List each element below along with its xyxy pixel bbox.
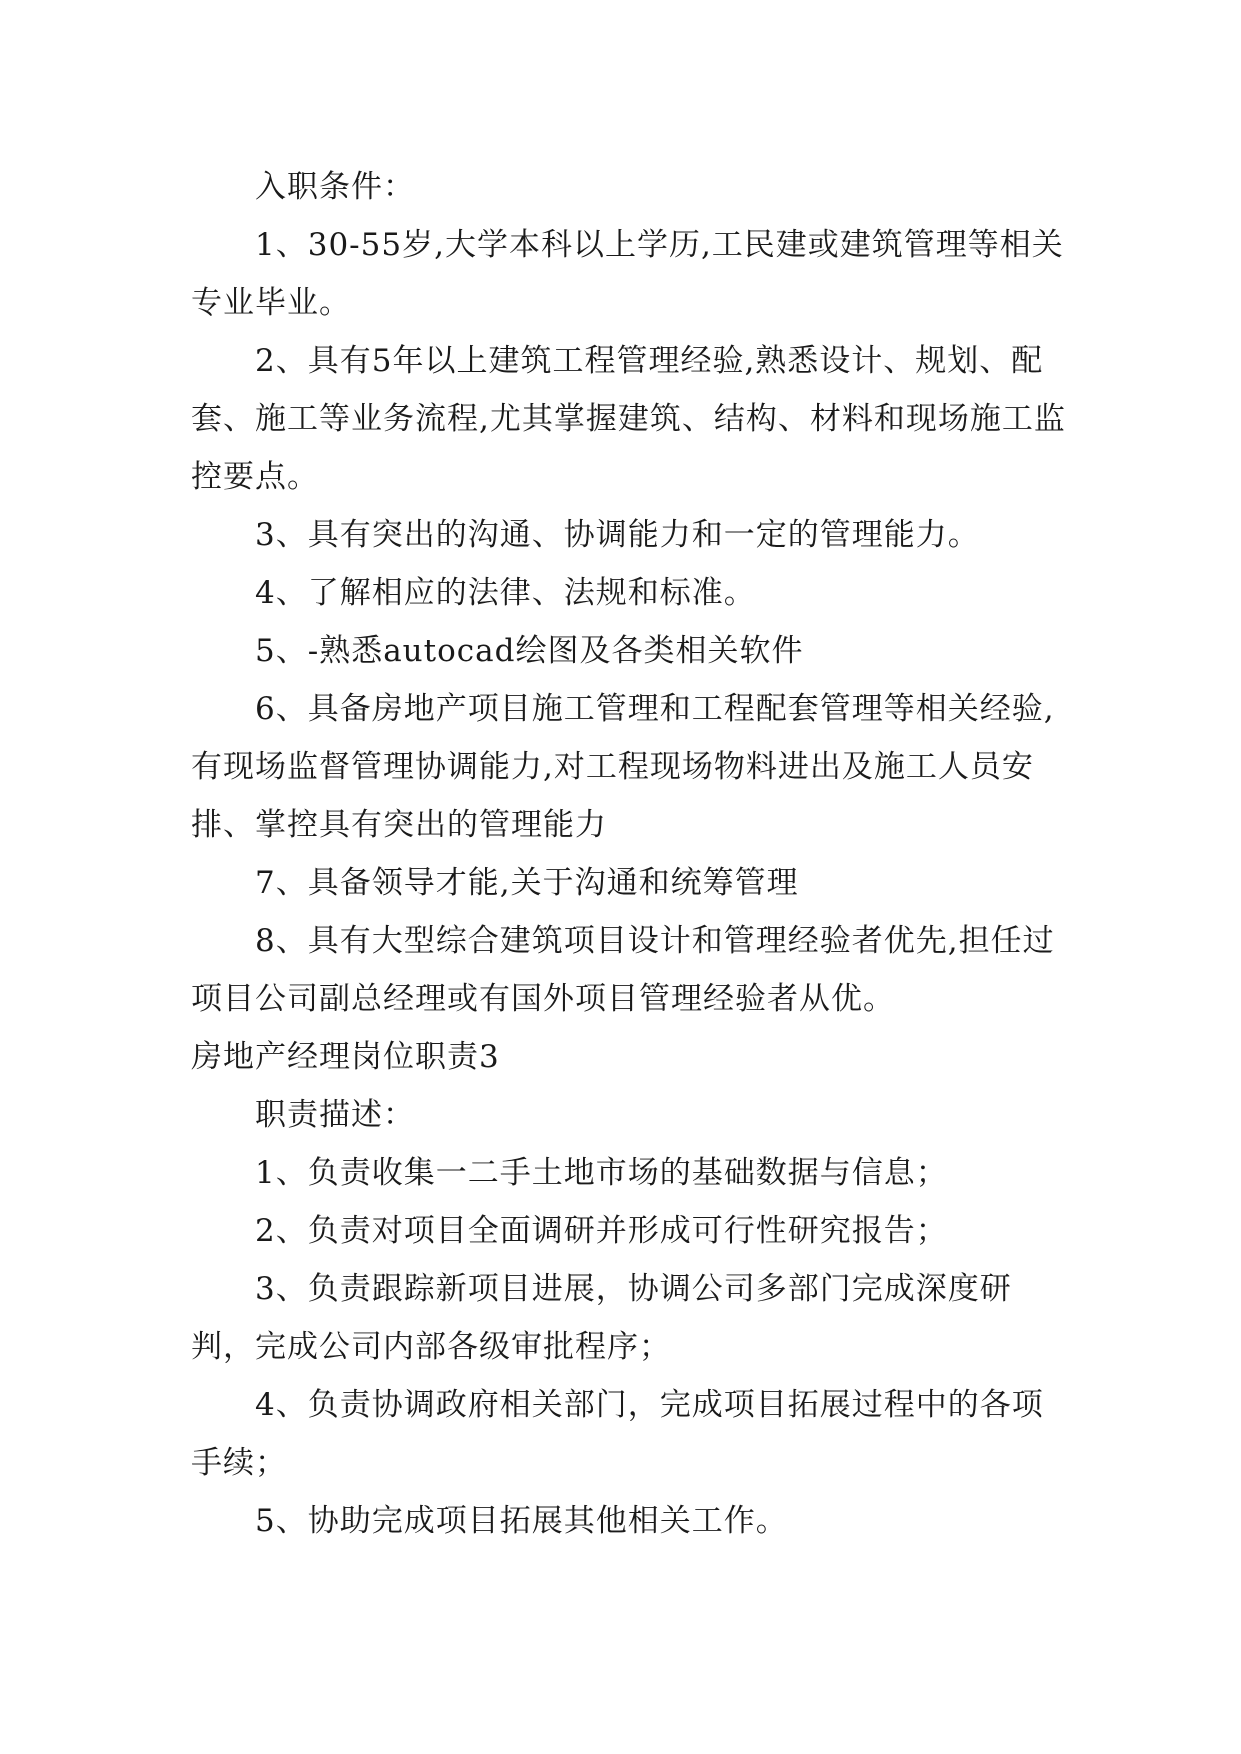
section-heading-requirements: 入职条件： — [255, 169, 415, 205]
requirement-item: 3、具有突出的沟通、协调能力和一定的管理能力。 — [255, 517, 980, 553]
section-heading-duties: 职责描述： — [255, 1097, 415, 1133]
duty-item: 2、负责对项目全面调研并形成可行性研究报告； — [255, 1213, 948, 1249]
requirement-item: 8、具有大型综合建筑项目设计和管理经验者优先,担任过项目公司副总经理或有国外项目管理经验者从优。 — [191, 923, 1055, 1017]
document-body — [191, 158, 1071, 1550]
duty-item: 5、协助完成项目拓展其他相关工作。 — [255, 1503, 788, 1539]
duty-item: 3、负责跟踪新项目进展，协调公司多部门完成深度研判，完成公司内部各级审批程序； — [191, 1271, 1012, 1365]
requirement-item: 4、了解相应的法律、法规和标准。 — [255, 575, 756, 611]
duty-item: 1、负责收集一二手土地市场的基础数据与信息； — [255, 1155, 948, 1191]
requirement-item: 7、具备领导才能,关于沟通和统筹管理 — [255, 865, 799, 901]
section-title: 房地产经理岗位职责3 — [191, 1039, 500, 1075]
requirement-item: 6、具备房地产项目施工管理和工程配套管理等相关经验,有现场监督管理协调能力,对工程现场物料进出及施工人员安排、掌控具有突出的管理能力 — [191, 691, 1055, 843]
requirement-item: 2、具有5年以上建筑工程管理经验,熟悉设计、规划、配套、施工等业务流程,尤其掌握建筑、结构、材料和现场施工监控要点。 — [191, 343, 1066, 495]
requirement-item: 5、-熟悉autocad绘图及各类相关软件 — [255, 633, 804, 669]
requirement-item: 1、30-55岁,大学本科以上学历,工民建或建筑管理等相关专业毕业。 — [191, 227, 1064, 321]
duty-item: 4、负责协调政府相关部门，完成项目拓展过程中的各项手续； — [191, 1387, 1044, 1481]
